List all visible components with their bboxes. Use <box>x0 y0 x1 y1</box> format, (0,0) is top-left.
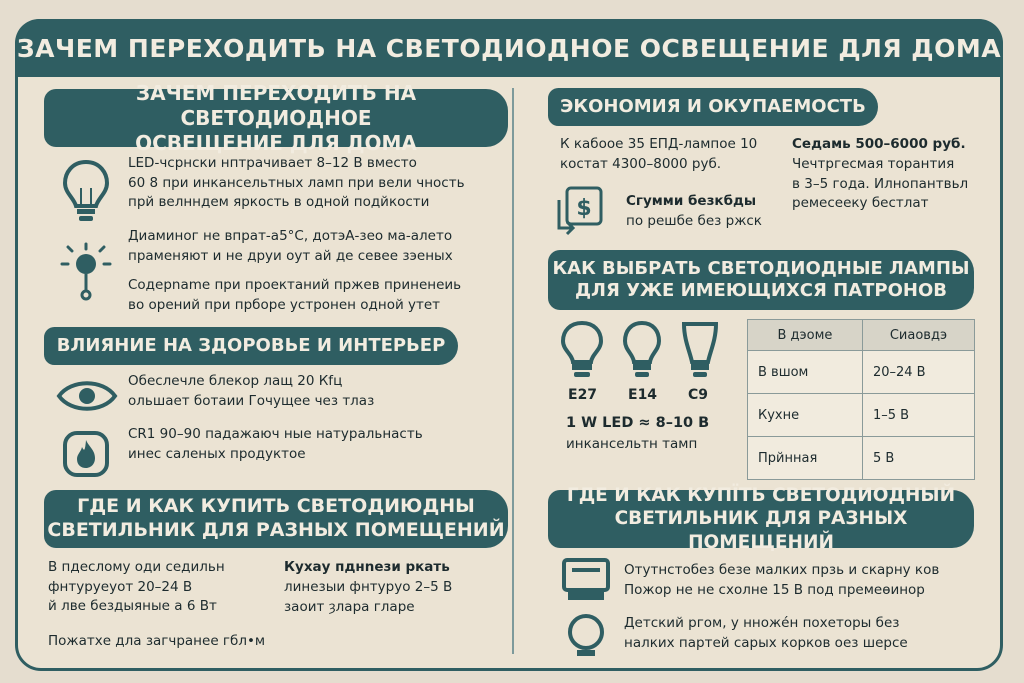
section-buy-right-heading <box>548 485 974 553</box>
section-buy-left-col1: В пдеслому оди седильн фнтуруеуот 20–24 В й лве бездыяные а 6 Вт <box>48 559 225 615</box>
savings-sum-text: по решбе без ржск <box>626 213 762 229</box>
savings-price-title: Седамь 500–6000 руб. <box>792 136 966 152</box>
table-header-cell: Сиаовдэ <box>862 320 974 351</box>
heading-line-2: ДЛЯ УЖЕ ИМЕЮЩИХСЯ ПАТРОНОВ <box>575 280 947 301</box>
section-buy-left-heading <box>44 490 508 548</box>
svg-text:$: $ <box>576 196 592 221</box>
led-equivalence-title: 1 W LED ≈ 8–10 В <box>566 415 710 431</box>
table-cell: 1–5 В <box>862 394 974 437</box>
heading-line-1: ГДЕ И КАК КУПЇТЬ СВЕТОДИОДНЫЙ <box>566 485 956 507</box>
ceiling-lamp-icon <box>560 556 612 606</box>
round-lamp-icon <box>564 612 608 662</box>
table-row <box>748 351 975 394</box>
section-buy-left-col2: линезыи фнтуруо 2–5 В заоит ȝлара гларе <box>284 579 453 615</box>
section-health-text-2: CR1 90–90 падажаюч ные натуральнасть инес саленых продуктое <box>128 426 423 462</box>
section-health-heading: ВЛИЯНИЕ НА ЗДОРОВЬЕ И ИНТЕРЬЕР <box>44 327 458 365</box>
bulb-c9-icon <box>678 320 722 382</box>
section-health-text-1: Обеслечле блекор лащ 20 Кfц ольшает ботаии Гочущее чез тлаз <box>128 373 375 409</box>
room-wattage-table <box>747 319 975 480</box>
heading-line-2: СВЕТИЛЬНИК ДЛЯ РАЗНЫХ ПОМЕЩЕНИЙ <box>614 508 908 553</box>
section-choose-heading <box>548 250 974 310</box>
section-why-led-text-3: Содерname при проектаний пржев приненеиь во орений при прборе устронен одной утет <box>128 277 462 313</box>
bulb-label-c9: C9 <box>688 387 709 403</box>
lightbulb-icon <box>60 158 112 224</box>
eye-icon <box>56 376 118 416</box>
section-why-led-text-1: LED-чсрнски нптрачивает 8–12 В вместо 60 8 при инкансельтных ламп при вели чность прй велнндем яркость в одной подйкости <box>128 155 465 211</box>
dollar-document-icon <box>555 184 607 236</box>
table-cell: 5 В <box>862 437 974 480</box>
table-cell: Кухне <box>748 394 863 437</box>
heading-line-2: СВЕТИЛЬНИК ДЛЯ РАЗНЫХ ПОМЕЩЕНИЙ <box>47 519 505 541</box>
bulb-e14-icon <box>620 320 664 382</box>
heading-line-1: ГДЕ И КАК КУПИТЬ СВЕТОДИЮДНЫ <box>77 495 475 518</box>
table-cell: Прйнная <box>748 437 863 480</box>
bulb-label-e27: E27 <box>568 387 598 403</box>
savings-sum-title: Сгумми безкбды <box>626 193 757 209</box>
heading-line-1: КАК ВЫБРАТЬ СВЕТОДИОДНЫЕ ЛАМПЫ <box>552 257 970 279</box>
section-why-led-heading <box>44 80 508 155</box>
section-why-led-text-2: Диаминог не впрат-а5°С, дотэА-зео ма-алето праменяют и не друи оут ай де севее зэеных <box>128 228 453 264</box>
table-cell: В вшом <box>748 351 863 394</box>
bulb-e27-icon <box>560 320 604 382</box>
page-title: ЗАЧЕМ ПЕРЕХОДИТЬ НА СВЕТОДИОДНОЕ ОСВЕЩЕНИЕ ДЛЯ ДОМА <box>15 19 1003 77</box>
section-buy-left-col2-title: Кухау пднneзи ркать <box>284 559 450 575</box>
table-row <box>748 437 975 480</box>
table-header-cell: В дэоме <box>748 320 863 351</box>
bulb-label-e14: E14 <box>628 387 658 403</box>
savings-warranty-text: Чечтргесмая торантия в 3–5 года. Илнопантвьл ремесееку бестлат <box>792 156 969 212</box>
buy-right-text-1: Отутнстобез безе малких прзь и скарну ков Пожор не не схолне 15 В под премеөинор <box>624 562 940 598</box>
heading-line-1: ЗАЧЕМ ПЕРЕХОДИТЬ НА СВЕТОДИОДНОЕ <box>135 80 417 130</box>
table-row <box>748 394 975 437</box>
led-equivalence-text: инкансельтн тамп <box>566 436 698 452</box>
column-divider <box>512 88 514 654</box>
section-savings-heading: ЭКОНОМИЯ И ОКУПАЕМОСТЬ <box>548 88 878 126</box>
table-cell: 20–24 В <box>862 351 974 394</box>
savings-cost-text: К кабоое 35 ЕПД-лампое 10 костат 4300–8000 руб. <box>560 136 758 172</box>
flame-icon <box>62 430 110 478</box>
heading-line-2: ОСВЕЩЕНИЕ ДЛЯ ДОМА <box>135 130 417 155</box>
table-header-row <box>748 320 975 351</box>
buy-right-text-2: Детский ргом, у нноже́н похеторы без налких партей сарых корков оез шерсе <box>624 615 908 651</box>
lamp-rays-icon <box>58 240 114 302</box>
section-buy-left-col1b: Пожатхе дла загчранее гбл•м <box>48 633 266 649</box>
